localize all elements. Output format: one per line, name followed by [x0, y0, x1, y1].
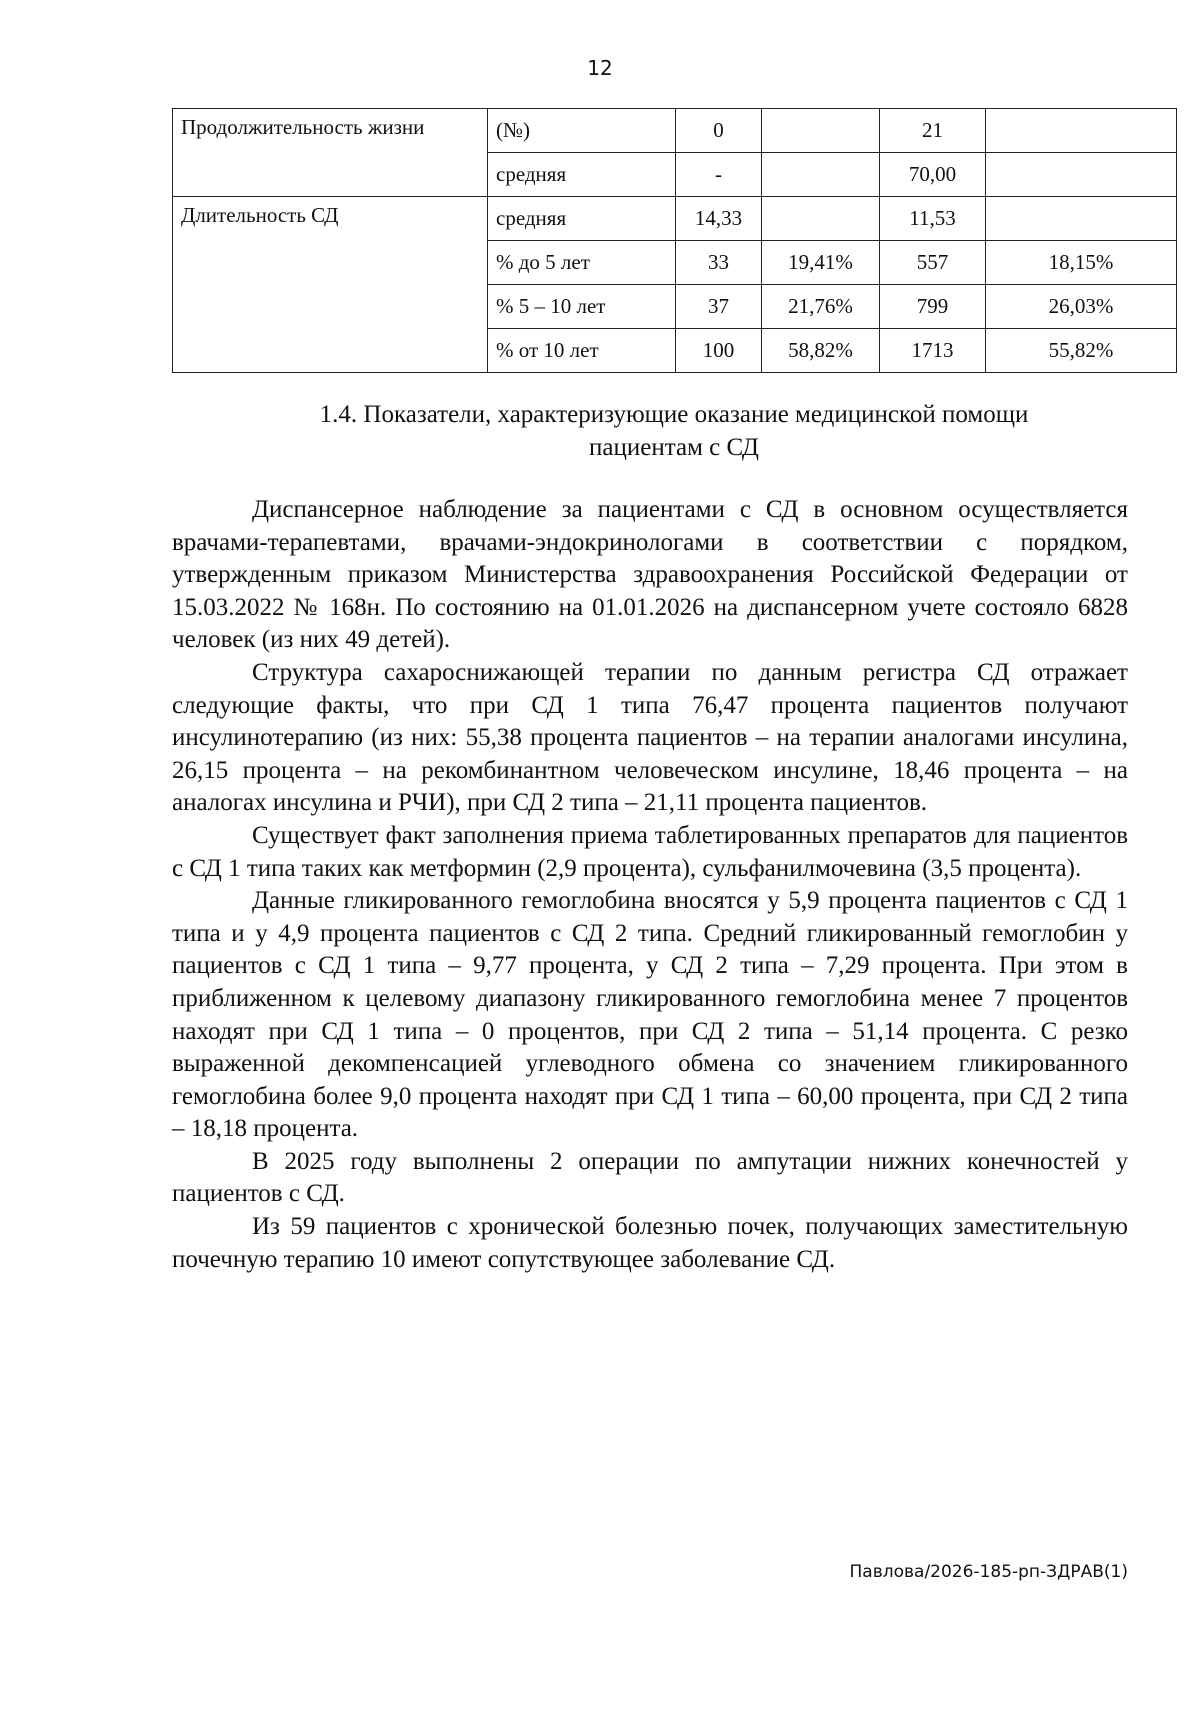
table-row [173, 197, 1177, 241]
cell-value [986, 197, 1177, 241]
cell-value: 1713 [880, 329, 986, 373]
cell-value: 0 [676, 109, 762, 153]
cell-value: - [676, 153, 762, 197]
row-sublabel: средняя [488, 197, 676, 241]
paragraph: Из 59 пациентов с хронической болезнью почек, получающих заместительную почечную терапию 10 имеют сопутствующее заболевание СД. [172, 1213, 1128, 1273]
cell-value: 14,33 [676, 197, 762, 241]
paragraph: Данные гликированного гемоглобина вносятся у 5,9 процента пациентов с СД 1 типа и у 4,9 процента пациентов с СД 2 типа. Средний гликированный гемоглобин у пациентов с СД 1 типа – 9,77 процента, у СД 2 типа – 7,29 процента. При этом в приближенном к целевому диапазону гликированного гемоглобина менее 7 процентов находят при СД 1 типа – 0 процентов, при СД 2 типа – 51,14 процента. С резко выраженной декомпенсацией углеводного обмена со значением гликированного гемоглобина более 9,0 процента находят при СД 1 типа – 60,00 процента, при СД 2 типа – 18,18 процента. [172, 887, 1128, 1143]
page-number: 12 [587, 56, 613, 80]
row-sublabel: % 5 – 10 лет [488, 285, 676, 329]
row-sublabel: % до 5 лет [488, 241, 676, 285]
cell-value [762, 153, 880, 197]
paragraph: Диспансерное наблюдение за пациентами с СД в основном осуществляется врачами-терапевтами, врачами-эндокринологами в соответствии с порядком, утвержденным приказом Министерства здравоохранения Российской Федерации от 15.03.2022 № 168н. По состоянию на 01.01.2026 на диспансерном учете состояло 6828 человек (из них 49 детей). [172, 496, 1128, 654]
statistics-table [172, 108, 1177, 373]
document-footer-id: Павлова/2026-185-рп-ЗДРАВ(1) [849, 1562, 1128, 1582]
cell-value [762, 109, 880, 153]
cell-value: 26,03% [986, 285, 1177, 329]
row-sublabel: % от 10 лет [488, 329, 676, 373]
cell-value [762, 197, 880, 241]
section-title-line: пациентам с СД [589, 434, 759, 461]
cell-value: 37 [676, 285, 762, 329]
paragraph: Структура сахароснижающей терапии по данным регистра СД отражает следующие факты, что при СД 1 типа 76,47 процента пациентов получают инсулинотерапию (из них: 55,38 процента пациентов – на терапии аналогами инсулина, 26,15 процента – на рекомбинантном человеческом инсулине, 18,46 процента – на аналогах инсулина и РЧИ), при СД 2 типа – 21,11 процента пациентов. [172, 658, 1128, 817]
cell-value: 557 [880, 241, 986, 285]
cell-value: 18,15% [986, 241, 1177, 285]
cell-value: 21,76% [762, 285, 880, 329]
cell-value: 799 [880, 285, 986, 329]
row-label-life-expectancy: Продолжительность жизни [173, 109, 488, 197]
cell-value [986, 153, 1177, 197]
cell-value: 33 [676, 241, 762, 285]
paragraph: В 2025 году выполнены 2 операции по ампутации нижних конечностей у пациентов с СД. [172, 1147, 1128, 1208]
body-text [172, 494, 1128, 1276]
cell-value: 19,41% [762, 241, 880, 285]
row-sublabel: (№) [488, 109, 676, 153]
row-sublabel: средняя [488, 153, 676, 197]
cell-value: 11,53 [880, 197, 986, 241]
section-title-line: 1.4. Показатели, характеризующие оказание медицинской помощи [319, 401, 1029, 428]
paragraph: Существует факт заполнения приема таблетированных препаратов для пациентов с СД 1 типа таких как метформин (2,9 процента), сульфанилмочевина (3,5 процента). [172, 821, 1128, 882]
cell-value: 100 [676, 329, 762, 373]
cell-value [986, 109, 1177, 153]
cell-value: 70,00 [880, 153, 986, 197]
cell-value: 55,82% [986, 329, 1177, 373]
cell-value: 21 [880, 109, 986, 153]
section-title [172, 398, 1176, 464]
table-row [173, 109, 1177, 153]
row-label-diabetes-duration: Длительность СД [173, 197, 488, 373]
cell-value: 58,82% [762, 329, 880, 373]
